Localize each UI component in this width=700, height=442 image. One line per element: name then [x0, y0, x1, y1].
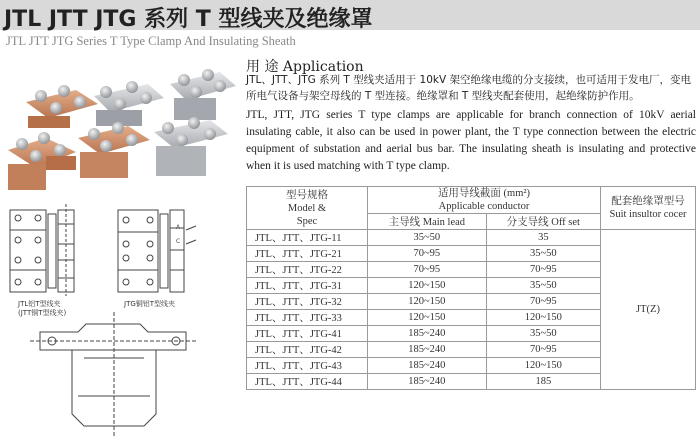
cell-main-lead: 185~240	[368, 374, 487, 390]
application-heading: 用 途 Application	[246, 59, 364, 75]
cell-off-set: 120~150	[486, 358, 600, 374]
jtl-clamp-drawing	[10, 204, 74, 296]
header-main-lead: 主导线 Main lead	[368, 214, 487, 230]
cell-off-set: 35~50	[486, 246, 600, 262]
cell-model: JTL、JTT、JTG-21	[247, 246, 368, 262]
aluminum-clamp-2	[170, 69, 236, 120]
cell-model: JTL、JTT、JTG-22	[247, 262, 368, 278]
cell-main-lead: 120~150	[368, 294, 487, 310]
cell-off-set: 185	[486, 374, 600, 390]
product-photo	[6, 60, 240, 196]
header-conductor: 适用导线截面 (mm²) Applicable conductor	[368, 187, 601, 214]
cell-model: JTL、JTT、JTG-43	[247, 358, 368, 374]
cell-model: JTL、JTT、JTG-44	[247, 374, 368, 390]
application-text-en: JTL, JTT, JTG series T type clamps are applicable for branch connection of 10kV aerial insulating cable, it also can be used in power plant, the T type connection between the electric equipment of substation and aerial bus bar. The insulating sheath is insulating and protective when it is used matching with T type clamp.	[246, 109, 696, 172]
cell-main-lead: 185~240	[368, 358, 487, 374]
cell-model: JTL、JTT、JTG-42	[247, 342, 368, 358]
cell-off-set: 70~95	[486, 262, 600, 278]
cell-main-lead: 35~50	[368, 230, 487, 246]
spec-table	[246, 186, 696, 390]
page-title: JTL JTT JTG 系列 T 型线夹及绝缘罩	[4, 7, 373, 32]
header-model: 型号规格 Model & Spec	[247, 187, 368, 230]
copper-clamp-3	[78, 122, 150, 178]
svg-text:C: C	[176, 238, 181, 245]
cell-off-set: 70~95	[486, 342, 600, 358]
cell-main-lead: 70~95	[368, 246, 487, 262]
cell-model: JTL、JTT、JTG-32	[247, 294, 368, 310]
insulating-sheath-drawing	[30, 312, 196, 436]
application-text-cn: JTL、JTT、JTG 系列 T 型线夹适用于 10kV 架空绝缘电缆的分支接续，也可适用于发电厂，变电所电气设备与架空母线的 T 型连接。绝缘罩和 T 型线夹配套使用，起绝缘防护作用。	[246, 74, 691, 102]
cell-model: JTL、JTT、JTG-11	[247, 230, 368, 246]
technical-drawings	[0, 200, 240, 442]
caption-jtg: JTG铜铝T型线夹	[124, 300, 176, 308]
cell-model: JTL、JTT、JTG-31	[247, 278, 368, 294]
cell-main-lead: 120~150	[368, 278, 487, 294]
cell-model: JTL、JTT、JTG-33	[247, 310, 368, 326]
table-row	[247, 230, 696, 246]
cell-main-lead: 120~150	[368, 310, 487, 326]
cell-off-set: 35~50	[486, 278, 600, 294]
caption-jtt: (JTT铜T型线夹)	[18, 309, 67, 317]
header-sheath: 配套绝缘罩型号 Suit insultor cocer	[601, 187, 696, 230]
cell-main-lead: 185~240	[368, 326, 487, 342]
cell-off-set: 70~95	[486, 294, 600, 310]
svg-text:A: A	[176, 224, 181, 231]
cell-sheath-model: JT(Z)	[601, 230, 696, 390]
cell-off-set: 35	[486, 230, 600, 246]
cell-model: JTL、JTT、JTG-41	[247, 326, 368, 342]
copper-clamp-2	[8, 132, 76, 190]
table-header-row	[247, 187, 696, 214]
cell-main-lead: 185~240	[368, 342, 487, 358]
aluminum-clamp-1	[94, 81, 164, 126]
caption-jtl: JTL铝T型线夹	[18, 300, 61, 308]
jtg-clamp-drawing	[118, 210, 196, 292]
cell-off-set: 35~50	[486, 326, 600, 342]
header-off-set: 分支导线 Off set	[486, 214, 600, 230]
copper-clamp-1	[26, 85, 98, 128]
cell-off-set: 120~150	[486, 310, 600, 326]
aluminum-clamp-3	[154, 117, 228, 176]
cell-main-lead: 70~95	[368, 262, 487, 278]
page-subtitle: JTL JTT JTG Series T Type Clamp And Insulating Sheath	[6, 34, 296, 48]
